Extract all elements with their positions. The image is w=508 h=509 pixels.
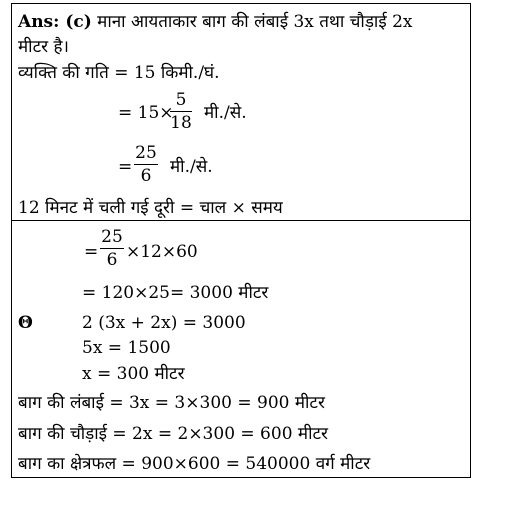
distance-formula-line: 12 मिनट में चली गई दूरी = चाल × समय <box>18 198 283 218</box>
calc-1-fraction <box>100 227 124 270</box>
conversion-2-fraction <box>134 143 158 186</box>
fraction-bar <box>134 164 158 165</box>
conversion-1-denominator: 18 <box>170 113 192 133</box>
calc-2-line: = 120×25= 3000 मीटर <box>82 283 269 303</box>
length-result-line: बाग की लंबाई = 3x = 3×300 = 900 मीटर <box>18 393 325 413</box>
answer-line-2: मीटर है। <box>18 37 69 57</box>
width-result-line: बाग की चौड़ाई = 2x = 2×300 = 600 मीटर <box>18 424 328 444</box>
calc-1-suffix: ×12×60 <box>126 242 198 262</box>
section-divider <box>11 220 471 221</box>
fraction-bar <box>100 248 124 249</box>
equation-3: x = 300 मीटर <box>82 364 185 384</box>
answer-intro-text: माना आयताकार बाग की लंबाई 3x तथा चौड़ाई 2x <box>97 12 413 32</box>
equation-1: 2 (3x + 2x) = 3000 <box>82 313 246 333</box>
calc-1-prefix: = <box>84 242 99 262</box>
speed-line: व्यक्ति की गति = 15 किमी./घं. <box>18 63 220 83</box>
answer-label: Ans: (c) <box>18 12 92 32</box>
fraction-bar <box>170 111 192 112</box>
conversion-1-fraction <box>170 90 192 133</box>
conversion-1-prefix: = 15× <box>118 103 174 123</box>
conversion-2-prefix: = <box>118 157 133 177</box>
equation-2: 5x = 1500 <box>82 338 171 358</box>
conversion-2-denominator: 6 <box>140 166 152 186</box>
conversion-2-unit: मी./से. <box>170 157 213 177</box>
calc-1-numerator: 25 <box>101 227 123 247</box>
calc-1-denominator: 6 <box>106 250 118 270</box>
area-result-line: बाग का क्षेत्रफल = 900×600 = 540000 वर्ग मीटर <box>18 454 371 474</box>
conversion-1-numerator: 5 <box>175 90 187 110</box>
conversion-1-unit: मी./से. <box>204 103 247 123</box>
answer-line-1 <box>18 12 412 32</box>
since-symbol: Θ <box>18 313 33 333</box>
conversion-2-numerator: 25 <box>135 143 157 163</box>
